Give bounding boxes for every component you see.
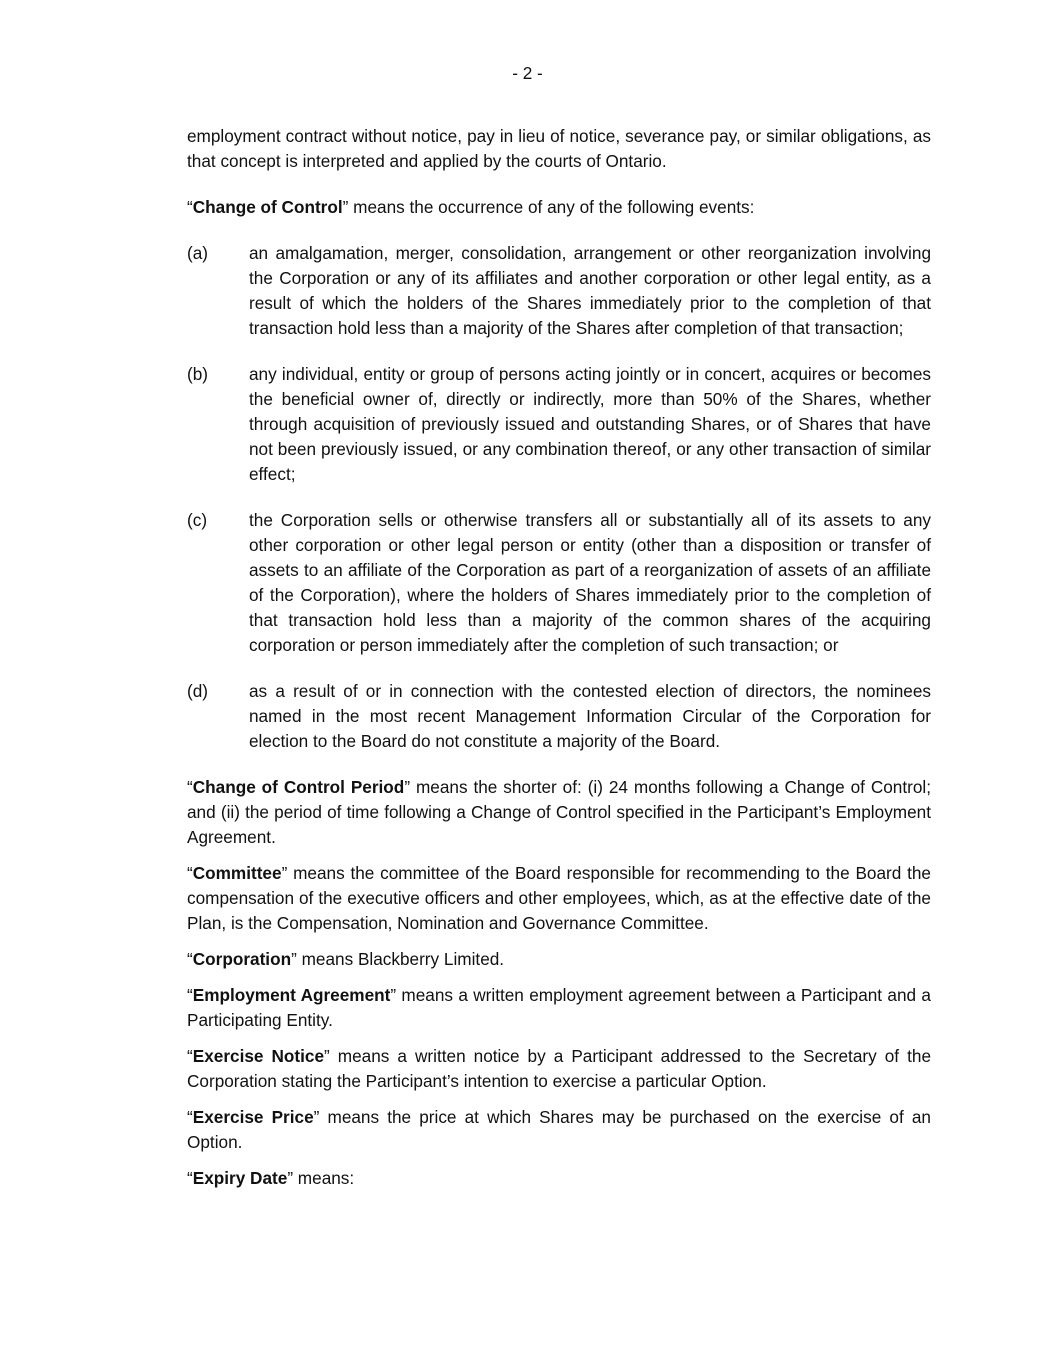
list-item-label: (a) [187, 243, 209, 263]
defined-term: Change of Control [192, 197, 343, 217]
list-item-text: as a result of or in connection with the contested election of directors, the nominees named in the most recent Management Information Circular of the Corporation for election to the Board do not constitute a majority of the Board. [249, 681, 931, 751]
definition-expiry-date: “Expiry Date” means: [187, 1168, 355, 1188]
definition-text: ” means the price at which Shares may be purchased on the exercise of an Option. [187, 1107, 931, 1152]
definition-text: ” means Blackberry Limited. [291, 949, 505, 969]
document-body [187, 124, 931, 1191]
defined-term: Employment Agreement [192, 985, 391, 1005]
definition-text: ” means a written employment agreement between a Participant and a Participating Entity. [187, 985, 931, 1030]
definition-text: ” means the committee of the Board responsible for recommending to the Board the compensation of the executive officers and other employees, which, as at the effective date of the Plan, is the Compensation, Nomination and Governance Committee. [187, 863, 931, 933]
defined-term: Committee [192, 863, 282, 883]
list-item-label: (d) [187, 681, 209, 701]
list-item-b [187, 362, 931, 487]
defined-term: Exercise Price [192, 1107, 314, 1127]
defined-term: Change of Control Period [192, 777, 405, 797]
defined-term: Expiry Date [192, 1168, 288, 1188]
definition-text: ” means a written notice by a Participant addressed to the Secretary of the Corporation stating the Participant’s intention to exercise a particular Option. [187, 1046, 932, 1091]
list-item-d [187, 679, 931, 754]
definition-text: ” means the occurrence of any of the following events: [342, 197, 755, 217]
list-item-text: an amalgamation, merger, consolidation, arrangement or other reorganization involving the Corporation or any of its affiliates and another corporation or other legal entity, as a result of which the holders of the Shares immediately prior to the completion of that transaction hold less than a majority of the Shares after completion of that transaction; [249, 243, 931, 338]
definition-committee: “Committee” means the committee of the Board responsible for recommending to the Board the compensation of the executive officers and other employees, which, as at the effective date of the Plan, is the Compensation, Nomination and Governance Committee. [187, 863, 931, 933]
definition-text: ” means the shorter of: (i) 24 months following a Change of Control; and (ii) the period of time following a Change of Control specified in the Participant’s Employment Agreement. [187, 777, 932, 847]
definition-employment-agreement: “Employment Agreement” means a written employment agreement between a Participant and a Participating Entity. [187, 985, 931, 1030]
list-item-a [187, 241, 931, 341]
list-item-text: any individual, entity or group of persons acting jointly or in concert, acquires or becomes the beneficial owner of, directly or indirectly, more than 50% of the Shares, whether through acquisition of previously issued and outstanding Shares, or of Shares that have not been previously issued, or any combination thereof, or any other transaction of similar effect; [249, 364, 931, 484]
defined-term: Corporation [192, 949, 292, 969]
page-number: - 2 - [512, 63, 543, 83]
list-item-label: (c) [187, 510, 208, 530]
definition-exercise-notice: “Exercise Notice” means a written notice by a Participant addressed to the Secretary of the Corporation stating the Participant’s intention to exercise a particular Option. [187, 1046, 932, 1091]
intro-paragraph: employment contract without notice, pay in lieu of notice, severance pay, or similar obligations, as that concept is interpreted and applied by the courts of Ontario. [187, 126, 931, 171]
definition-text: ” means: [287, 1168, 355, 1188]
definition-change-of-control-period: “Change of Control Period” means the shorter of: (i) 24 months following a Change of Control; and (ii) the period of time following a Change of Control specified in the Participant’s Employment Agreement. [187, 777, 932, 847]
definition-corporation: “Corporation” means Blackberry Limited. [187, 949, 505, 969]
list-item-label: (b) [187, 364, 209, 384]
definition-change-of-control: “Change of Control” means the occurrence of any of the following events: [187, 197, 755, 217]
list-item-text: the Corporation sells or otherwise transfers all or substantially all of its assets to any other corporation or other legal person or entity (other than a disposition or transfer of assets to an affiliate of the Corporation as part of a reorganization of assets of an affiliate of the Corporation), where the holders of Shares immediately prior to the completion of that transaction hold less than a majority of the common shares of the acquiring corporation or person immediately after the completion of such transaction; or [249, 510, 931, 655]
list-item-c [187, 508, 931, 658]
defined-term: Exercise Notice [192, 1046, 325, 1066]
definition-exercise-price: “Exercise Price” means the price at which Shares may be purchased on the exercise of an Option. [187, 1107, 931, 1152]
